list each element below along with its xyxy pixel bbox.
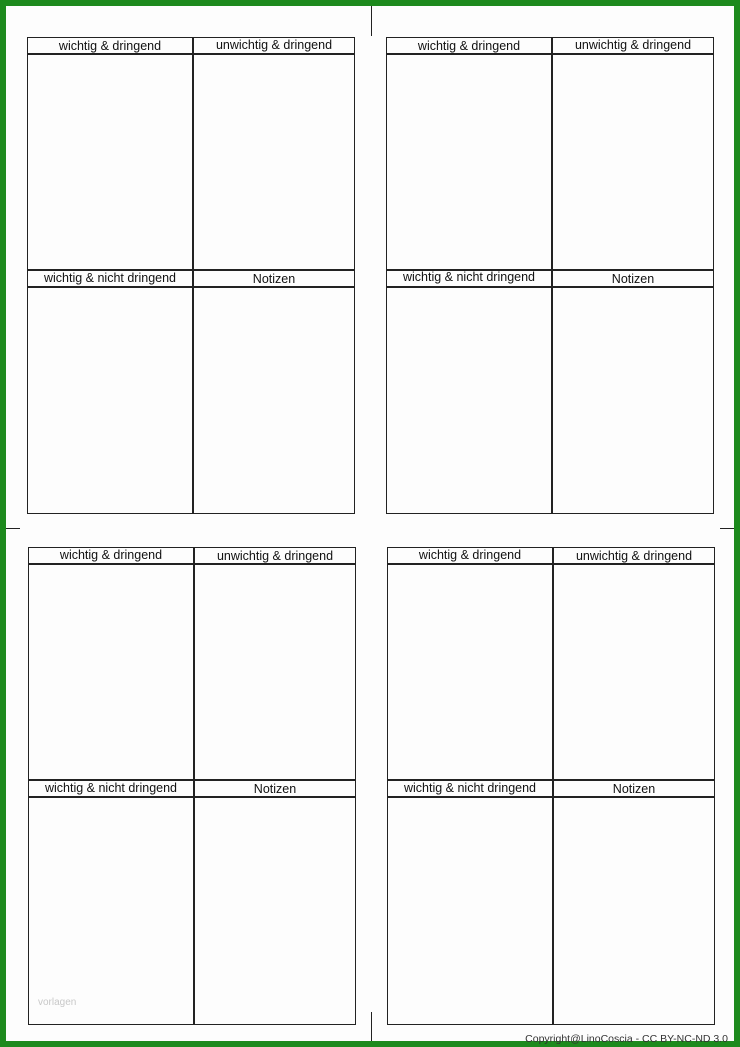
priority-matrix-4: [387, 547, 715, 1025]
watermark: vorlagen: [38, 997, 77, 1008]
quadrant-label-unimportant-urgent: unwichtig & dringend: [215, 38, 333, 52]
quadrant-label-important-urgent: wichtig & dringend: [58, 39, 162, 53]
quadrant-writing-area[interactable]: [28, 288, 192, 512]
quadrant-writing-area[interactable]: [195, 565, 355, 779]
quadrant-writing-area[interactable]: [195, 798, 355, 1023]
quadrant-label-unimportant-urgent: unwichtig & dringend: [575, 549, 693, 563]
quadrant-writing-area[interactable]: [553, 288, 713, 512]
cut-mark-left: [6, 528, 20, 529]
quadrant-label-important-urgent: wichtig & dringend: [417, 39, 521, 53]
quadrant-writing-area[interactable]: [29, 798, 193, 1023]
quadrant-writing-area[interactable]: [28, 55, 192, 269]
quadrant-writing-area[interactable]: [553, 55, 713, 269]
quadrant-label-notes: Notizen: [252, 272, 296, 286]
quadrant-writing-area[interactable]: [387, 288, 551, 512]
quadrant-label-important-urgent: wichtig & dringend: [59, 548, 163, 562]
quadrant-label-notes: Notizen: [611, 272, 655, 286]
priority-matrix-1: [27, 37, 355, 514]
quadrant-label-important-not-urgent: wichtig & nicht dringend: [403, 781, 537, 795]
quadrant-label-notes: Notizen: [253, 782, 297, 796]
quadrant-label-unimportant-urgent: unwichtig & dringend: [574, 38, 692, 52]
quadrant-label-important-not-urgent: wichtig & nicht dringend: [402, 270, 536, 284]
quadrant-writing-area[interactable]: [388, 798, 552, 1023]
quadrant-writing-area[interactable]: [194, 55, 354, 269]
copyright-notice: Copyright@LinoCoscia - CC BY-NC-ND 3.0: [525, 1033, 728, 1045]
quadrant-label-important-urgent: wichtig & dringend: [418, 548, 522, 562]
quadrant-writing-area[interactable]: [194, 288, 354, 512]
priority-matrix-3: [28, 547, 356, 1025]
quadrant-label-unimportant-urgent: unwichtig & dringend: [216, 549, 334, 563]
cut-mark-top: [371, 6, 372, 36]
quadrant-label-important-not-urgent: wichtig & nicht dringend: [44, 781, 178, 795]
quadrant-writing-area[interactable]: [387, 55, 551, 269]
priority-matrix-2: [386, 37, 714, 514]
quadrant-label-important-not-urgent: wichtig & nicht dringend: [43, 271, 177, 285]
quadrant-writing-area[interactable]: [29, 565, 193, 779]
cut-mark-bottom: [371, 1012, 372, 1041]
cut-mark-right: [720, 528, 734, 529]
quadrant-writing-area[interactable]: [554, 565, 714, 779]
quadrant-writing-area[interactable]: [554, 798, 714, 1023]
quadrant-label-notes: Notizen: [612, 782, 656, 796]
quadrant-writing-area[interactable]: [388, 565, 552, 779]
